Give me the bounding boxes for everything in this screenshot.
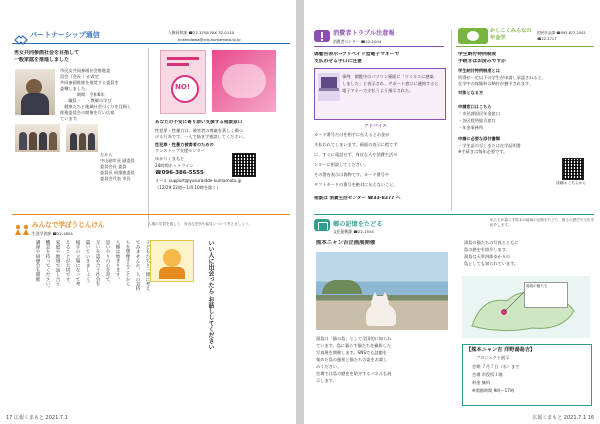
handshake-icon xyxy=(14,30,28,41)
intro-text-line: 島としても知られています。 xyxy=(464,261,519,266)
nenkin-sub-1: 学生納付特例制度とは xyxy=(458,68,500,73)
body-text-line: みください。 xyxy=(316,364,342,369)
poster-label: NO! xyxy=(175,83,191,91)
body-text-line: 市民女共同参画社会推進委 xyxy=(60,68,111,73)
consult-center: ワンストップ支援センター xyxy=(155,148,205,153)
illustration-image xyxy=(150,240,194,282)
consumer-dept: 消費者センター ☎22-1004 xyxy=(333,39,382,44)
nenkin-dept: 国民年金課 ☎095-8?7-2502 ☎22-1717 xyxy=(537,31,586,41)
body-text-line: ※手続きは毎年必要です。 xyxy=(458,149,508,154)
poster-hands-image xyxy=(212,50,276,112)
body-text-line: 推進委員会の開催を行い広報 xyxy=(60,110,115,115)
left-page xyxy=(0,0,296,424)
people-icon xyxy=(14,220,30,231)
nenkin-sub-4: 申請に必要な添付書類 xyxy=(458,136,500,141)
committee-photo xyxy=(15,69,55,115)
body-text-line: 共同参画推進を推奨する委員を xyxy=(60,80,119,85)
consult-note: （12/29 22時〜1/4 10時を除く） xyxy=(155,185,221,190)
list-item: ・年金事務所 xyxy=(458,125,484,130)
advice-text-line: カード番号だけを相手に伝えるとお金が xyxy=(314,132,390,137)
section-title-nenkin: かしこくみんなの年金学 xyxy=(490,28,532,41)
advice-text-line: その警告表示は偽物です。カード番号や xyxy=(314,172,390,177)
nenkin-headline-2: 手続きはお済みですか xyxy=(458,59,506,64)
map-illustration xyxy=(462,276,590,338)
section-title-consumer: 消費者トラブル注意報 xyxy=(333,30,395,37)
event-info-line: 会場 市役所１階 xyxy=(472,372,503,377)
column-divider xyxy=(148,48,149,228)
body-text-line: 性犯罪・性暴力は、被害者の尊厳を著しく傷つ xyxy=(155,128,243,133)
case-text-line: 事例 閲覧中のパソコン画面に「ウイルスに感染 xyxy=(342,74,434,79)
body-text-line: 職員・ ・教師の学び xyxy=(60,98,112,103)
vertical-text-column: ちを想像することから xyxy=(125,240,130,286)
section-title-partnership: パートナーシップ通信 xyxy=(30,31,100,39)
landmark-icon xyxy=(314,219,330,231)
case-text-line: 電子マネーで支払うよう指示された。 xyxy=(342,88,414,93)
divider xyxy=(12,43,290,44)
body-text-line: 健康たちと地域社会づくりを目指し xyxy=(60,104,132,109)
body-text-line: 期間：令和6年 xyxy=(60,92,105,97)
pension-badge xyxy=(458,28,488,44)
body-text-line: 写真展を開催します。SNSでも話題を xyxy=(316,350,387,355)
page-folio-left: 17 広報くまもと 2021.7.1 xyxy=(6,415,68,421)
column-divider xyxy=(451,30,452,210)
poster-image xyxy=(160,50,206,114)
body-text-line: ています。島に暮らす猫たちを撮影した xyxy=(316,343,392,348)
laptop-illustration xyxy=(318,73,340,101)
meeting-photo xyxy=(15,124,60,152)
section-title-memory: 郷の記憶をたどる xyxy=(333,221,383,228)
vertical-text-column: 相手の立場になって考 xyxy=(75,240,80,286)
body-text-line: 会場では島の歴史を紹介するパネルも展 xyxy=(316,371,392,376)
vertical-text-column: 築いていきましょう。 xyxy=(85,240,90,286)
vertical-text-column: 講座や研修会も開催 xyxy=(35,240,40,282)
event-info-line: ※開館時間 9時〜17時 xyxy=(472,388,515,393)
page-folio-right: 広報くまもと 2021.7.1 16 xyxy=(532,415,594,421)
headline-2: 一般家庭を推進しました xyxy=(14,57,70,63)
intro-text-line: 島の歴史を紹介します。 xyxy=(464,247,510,252)
memory-dept: 文化振興課 ☎22-1554 xyxy=(333,229,374,234)
consult-headline: あなたの不安に寄り添い支援する相談窓口 xyxy=(155,120,243,125)
partnership-dept: 人権同和課 ☎22-1708 FAX 32-0110 xyxy=(168,30,235,35)
info-sub: プロジェクト展示 xyxy=(476,355,510,360)
qr-code[interactable] xyxy=(562,158,584,180)
intro-text-line: 湯島の猫たちの写真とともに xyxy=(464,240,519,245)
photo-caption-line: 委員会長 委員 xyxy=(100,164,127,169)
consumer-headline-1: 偽警告表示→プリペイド型電子マネーで xyxy=(314,52,400,57)
intro-text-line: 湯島は天草四郎ゆかりの xyxy=(464,254,511,259)
qr-code[interactable] xyxy=(232,153,256,177)
consult-mail[interactable]: メール support@yusuraidde-kumamoto.jp xyxy=(155,178,242,183)
vertical-text-column: 機会を持ってください。 xyxy=(45,240,50,291)
memory-headline: 熊本ニャン吉企画展開催 xyxy=(316,240,376,246)
consult-name: ゆかりくまもと xyxy=(155,156,185,161)
divider xyxy=(12,214,290,215)
body-text-line: 在学中の保険料の納付が猶予されます。 xyxy=(458,81,534,86)
advice-title: アドバイス xyxy=(364,124,387,129)
body-text-line: 委嘱しました。 xyxy=(60,86,90,91)
list-item: ・各区役所総合窓口 xyxy=(458,118,496,123)
photo-caption-line: 委員長 同推進委員 xyxy=(100,170,135,175)
info-title: 【熊本ニャン吉 洋野湯島吉】 xyxy=(466,347,536,353)
advice-text-line: ンターに相談してください。 xyxy=(314,162,369,167)
body-text-line: ける行為です。一人で悩まず相談してください。 xyxy=(155,134,247,139)
vertical-text-column: えることが大切です。 xyxy=(65,240,70,286)
case-text-line: しました」と表示され、サポート窓口に連絡すると xyxy=(342,81,439,86)
photo-caption-line: 中山副市長 副委員 xyxy=(100,158,135,163)
group-photo xyxy=(66,124,98,152)
vertical-text-column: 人権は始まります。 xyxy=(115,240,120,282)
nenkin-sub-3: 申請窓口はこちら xyxy=(458,104,492,109)
vertical-text-column: 家庭や地域で話し合う xyxy=(55,240,60,286)
vertical-text-column: 思いやりの心を育て、 xyxy=(105,240,110,286)
section-title-learning: みんなで学ぼうじんけん xyxy=(32,221,105,229)
alert-icon xyxy=(314,30,330,42)
vertical-text-column: 子どもたちと一緒に考え xyxy=(145,240,150,291)
island-cat-photo xyxy=(316,252,448,330)
learning-note: 人権の学習を通して、身近な差別や偏見について考えましょう。 xyxy=(148,222,253,226)
body-text-line: 湯島は「猫の島」として全国的に知られ xyxy=(316,336,392,341)
memory-side-note: 私たちが暮らす熊本の地域の記憶をたどり、郷土の歴史や文化を紹介します。 xyxy=(490,218,595,227)
body-text-line: 示します。 xyxy=(316,378,337,383)
body-text-line: 集めた島の風景と猫たちの姿をお楽し xyxy=(316,357,388,362)
advice-text-line: 支払われてしまいます。画面の表示に慌てず xyxy=(314,142,398,147)
consumer-footer[interactable]: 相談は 消費生活センター ☎33-8277 へ xyxy=(314,196,401,201)
consult-subhead: 性犯罪・性暴力被害者のための xyxy=(155,142,214,147)
vertical-text-column: 互いを認め合う社会を xyxy=(95,240,100,286)
right-page xyxy=(304,0,600,424)
learning-dept: 生涯学習課 ☎22-1804 xyxy=(32,231,73,236)
nenkin-headline-1: 学生納付特例制度 xyxy=(458,52,497,57)
body-text-line: ・学生証の写しまたは在学証明書 xyxy=(458,143,521,148)
divider xyxy=(456,46,594,47)
divider xyxy=(314,214,594,215)
consult-phone[interactable]: ☎096-386-5555 xyxy=(155,170,204,176)
photo-caption-line: 委員会代表 市長 xyxy=(100,176,131,181)
advice-text-line: ギフトカードの番号を絶対に伝えないこと。 xyxy=(314,182,398,187)
photo-caption-line: 左から xyxy=(100,152,113,157)
body-text-line: 所得が一定以下の学生が申請し承認されると、 xyxy=(458,75,546,80)
map-callout: 湯島の猫たち xyxy=(524,282,568,308)
vertical-text-column: てみませんか。人の気持 xyxy=(135,240,140,291)
divider xyxy=(314,46,444,47)
event-info-line: 料金 無料 xyxy=(472,380,491,385)
partnership-email: Jinkendowa@city.kumamoto.lg.jp xyxy=(178,37,241,42)
body-text-line: 員会（会長 ）が改定 xyxy=(60,74,100,79)
list-item: ・市民課国民年金窓口 xyxy=(458,111,500,116)
qr-label: 詳細は こちらから xyxy=(556,181,586,185)
advice-text-line: に、すぐに電話せず、身近な人や消費生活セ xyxy=(314,152,398,157)
consumer-headline-2: 支払わせる手口に注意 xyxy=(314,59,362,64)
body-text-line: ています。 xyxy=(60,116,81,121)
event-info-line: 会期 ７月７日（水）まで xyxy=(472,364,520,369)
nenkin-sub-2: 対象となる方 xyxy=(458,90,484,95)
learning-box-title: いい人に出会ったら お話ししてください xyxy=(207,240,214,351)
headline-1: 男女共同参画社会を目指して xyxy=(14,50,80,56)
consult-hours: 24時間ホットライン xyxy=(155,163,194,168)
